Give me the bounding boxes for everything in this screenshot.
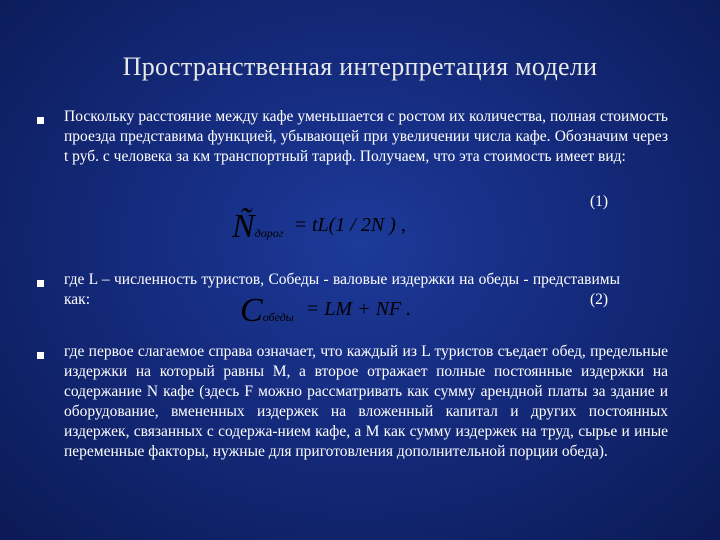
formula-2-rhs: = LM + NF . bbox=[305, 298, 412, 320]
formula-2-lhs-subscript: обеды bbox=[262, 310, 294, 324]
formula-1-rhs: = tL(1 / 2N ) , bbox=[293, 214, 406, 236]
paragraph-2: где L – численность туристов, Cобеды - валовые издержки на обеды - представимы как: bbox=[64, 271, 620, 308]
slide-title: Пространственная интерпретация модели bbox=[122, 52, 598, 81]
paragraph-1: Поскольку расстояние между кафе уменьшается с ростом их количества, полная стоимость проезда представима функцией, убывающей при увеличении числа кафе. Обозначим через t руб. с человека за км транспортный тариф. Получаем, что эта стоимость имеет вид: bbox=[64, 108, 668, 165]
equation-number-1: (1) bbox=[590, 193, 609, 210]
bullet-marker-2 bbox=[37, 280, 44, 287]
bullet-marker-3 bbox=[37, 352, 44, 359]
formula-2 bbox=[240, 292, 411, 330]
bullet-marker-1 bbox=[37, 117, 44, 124]
paragraph-3: где первое слагаемое справа означает, что каждый из L туристов съедает обед, предельные издержки на который равны M, а второе отражает полные постоянные издержки на содержание N кафе (здесь F можно рассматривать как сумму арендной платы за здание и оборудование, вмененных издержек на вложенный капитал и других постоянных издержек, связанных с содержа-нием кафе, а M как сумму издержек на труд, сырье и иные переменные факторы, нужные для приготовления дополнительной порции обеда). bbox=[64, 343, 668, 460]
equation-number-2: (2) bbox=[590, 291, 609, 308]
formula-2-lhs: C bbox=[240, 292, 263, 329]
formula-1-lhs-subscript: дорог bbox=[254, 226, 284, 240]
formula-1-lhs: Ñ bbox=[232, 208, 255, 245]
formula-1 bbox=[232, 208, 406, 246]
